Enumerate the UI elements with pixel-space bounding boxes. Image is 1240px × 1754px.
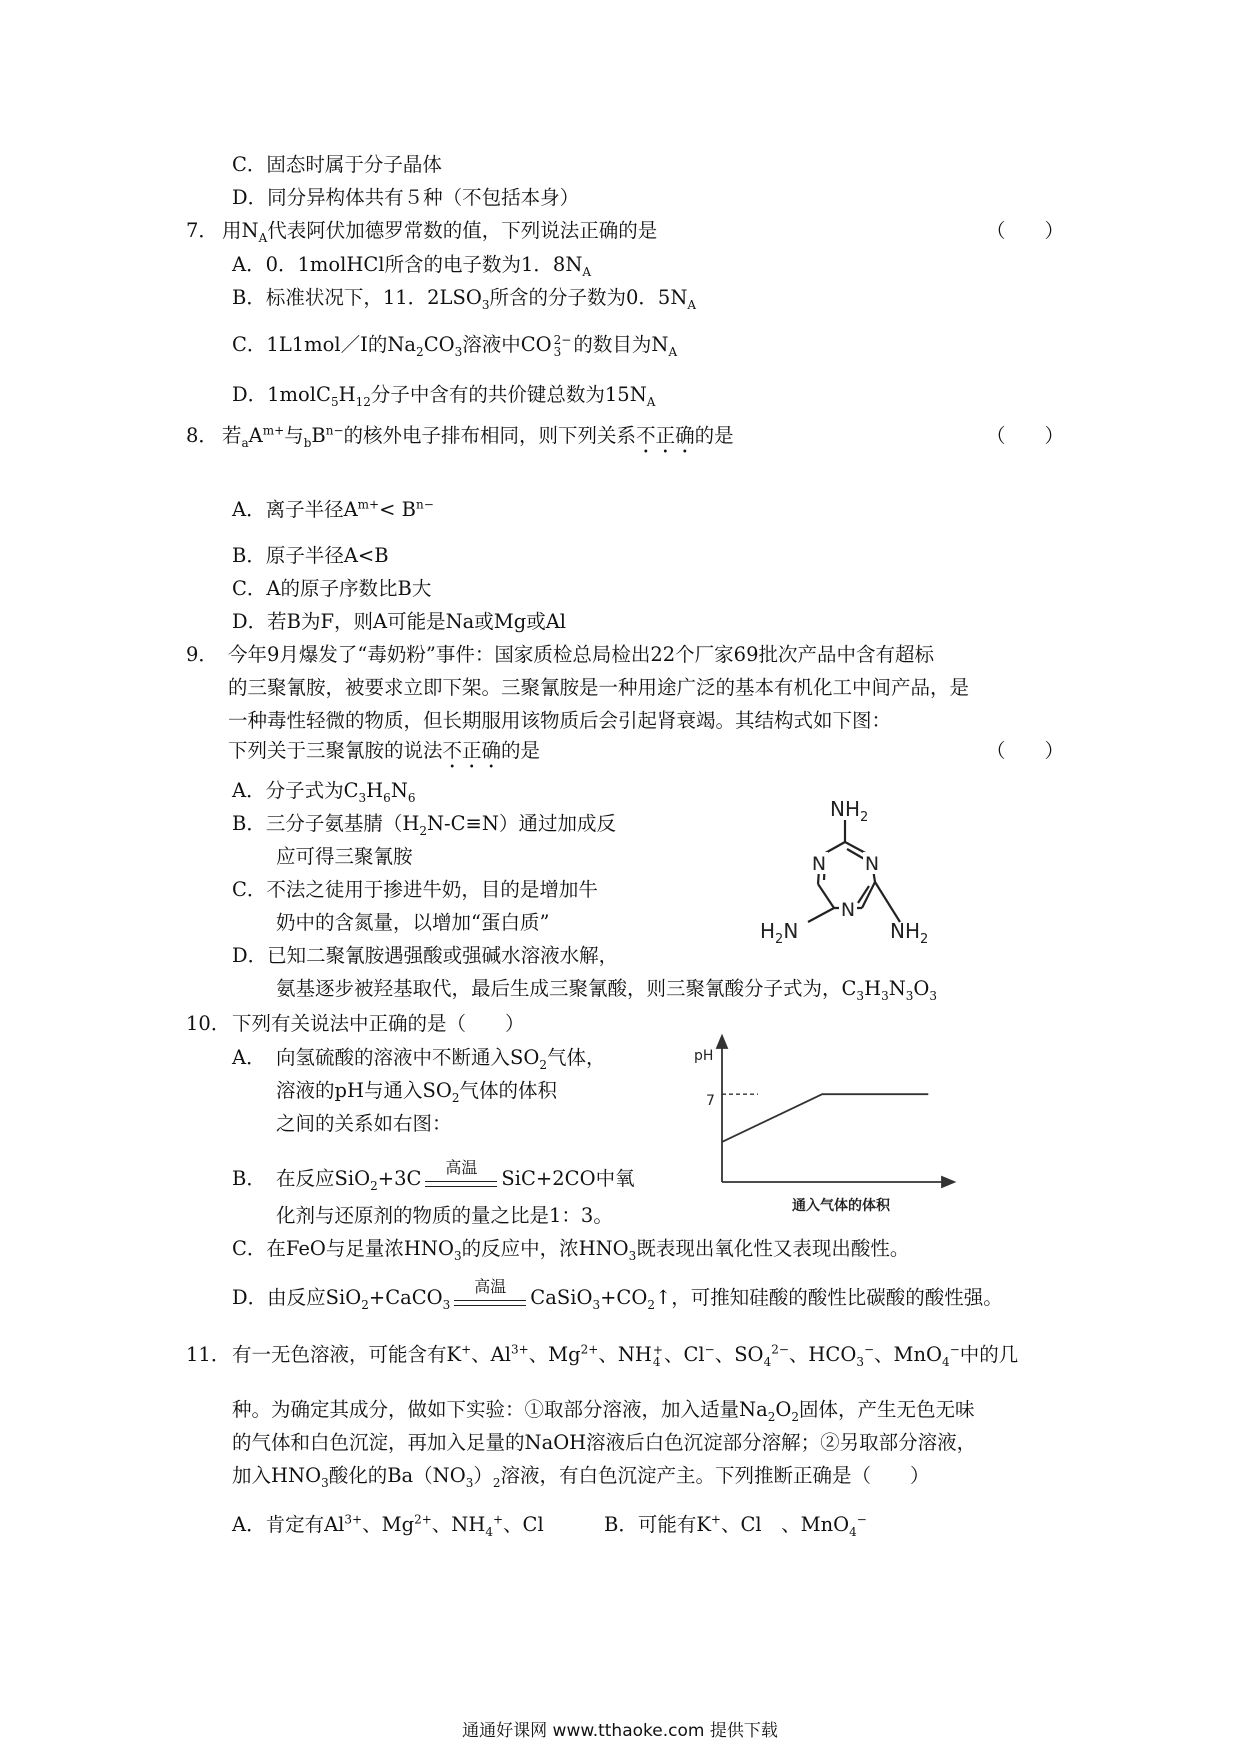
q10-option-a-line-2: 溶液的pH与通入$SO_2$气体的体积 xyxy=(276,1079,557,1105)
q8-number: 8． xyxy=(186,424,218,447)
reaction-condition-high-temp: 高温 xyxy=(423,1169,499,1191)
x-axis-arrow xyxy=(942,1177,954,1187)
q7-answer-paren: （ ） xyxy=(986,219,1065,242)
q10-option-b-letter: B． xyxy=(232,1167,266,1190)
ph-vs-gas-volume-chart xyxy=(680,1030,970,1220)
ring-nitrogen-1: N xyxy=(864,853,880,875)
q8-option-b: B．原子半径A<B xyxy=(232,544,389,567)
y-axis-label: pH xyxy=(694,1048,714,1064)
q11-option-a: A．肯定有$Al^{3+}$、$Mg^{2+}$、$NH_4^+$、Cl xyxy=(232,1512,544,1539)
q11-line-3: 的气体和白色沉淀，再加入足量的NaOH溶液后白色沉淀部分溶解；②另取部分溶液， xyxy=(232,1431,977,1454)
q11-line-4: 加入$HNO_3$酸化的$Ba(NO_3)_2$溶液，有白色沉淀产主。下列推断正确是（ ） xyxy=(232,1464,930,1490)
q10-option-c: C．在FeO与足量浓$HNO_3$的反应中，浓$HNO_3$既表现出氧化性又表现出酸性。 xyxy=(232,1237,910,1263)
q11-line-2: 种。为确定其成分，做如下实验：①取部分溶液，加入适量$Na_2O_2$固体，产生无色无味 xyxy=(232,1398,975,1424)
q6-option-c: C．固态时属于分子晶体 xyxy=(232,153,442,176)
q7-option-d: D．$1molC_5H_{12}$分子中含有的共价键总数为$15N_A$ xyxy=(232,383,656,409)
q8-option-d: D．若B为F，则A可能是Na或Mg或Al xyxy=(232,610,567,633)
amino-group-left: $H_2N$ xyxy=(760,919,799,947)
q11-number: 11． xyxy=(186,1343,231,1366)
ring-nitrogen-3: N xyxy=(840,899,856,921)
y-tick-label-7: 7 xyxy=(706,1093,715,1109)
q8-answer-paren: （ ） xyxy=(986,424,1065,447)
q7-option-c: C．1L1mol／I的$Na_2CO_3$溶液中CO 2− 3 的数目为$N_A$ xyxy=(232,332,678,359)
q10-option-a-line-1: 向氢硫酸的溶液中不断通入$SO_2$气体， xyxy=(276,1046,606,1072)
q9-line-3: 一种毒性轻微的物质，但长期服用该物质后会引起肾衰竭。其结构式如下图： xyxy=(228,709,892,732)
q9-line-2: 的三聚氰胺，被要求立即下架。三聚氰胺是一种用途广泛的基本有机化工中间产品，是 xyxy=(228,676,970,699)
amino-group-top: $NH_2$ xyxy=(830,797,869,825)
q10-option-b-line-1: 在反应SiO$_2$+3C 高温 SiC+2CO中氧 xyxy=(276,1157,635,1193)
q10-option-d: D．由反应SiO$_2$+CaCO$_3$ 高温 $CaSiO_3+CO_2↑$，可推知硅酸的酸性比碳酸的酸性强。 xyxy=(232,1276,1003,1312)
q10-stem: 下列有关说法中正确的是（ ） xyxy=(232,1012,525,1035)
q7-number: 7． xyxy=(186,219,218,242)
q9-option-a: A．分子式为$C_3H_6N_6$ xyxy=(232,779,416,805)
q7-stem: 用$N_A$代表阿伏加德罗常数的值，下列说法正确的是 xyxy=(222,219,658,245)
q7-option-a: A．0．1molHCl所含的电子数为1．$8N_A$ xyxy=(232,253,592,279)
q9-option-d-line-2: 氨基逐步被羟基取代，最后生成三聚氰酸，则三聚氰酸分子式为，$C_3H_3N_3O_3$ xyxy=(276,977,938,1003)
q8-option-a: A．离子半径$A^{m+}< B^{n-}$ xyxy=(232,497,434,521)
q10-number: 10． xyxy=(186,1012,231,1035)
q9-number: 9． xyxy=(186,643,218,666)
q6-option-d: D．同分异构体共有５种（不包括本身） xyxy=(232,186,580,209)
q10-option-a-line-3: 之间的关系如右图： xyxy=(276,1112,452,1135)
ph-series-line xyxy=(722,1094,928,1142)
q9-option-c-line-1: C．不法之徒用于掺进牛奶，目的是增加牛 xyxy=(232,878,598,901)
q7-option-b: B．标准状况下，11．$2LSO_3$所含的分子数为0．$5N_A$ xyxy=(232,286,697,312)
q8-stem: 若$_aA^{m+}$与$_bB^{n-}$的核外电子排布相同，则下列关系不正确的是 xyxy=(222,423,734,450)
x-axis-label: 通入气体的体积 xyxy=(792,1198,890,1214)
page-footer: 通通好课网 www.tthaoke.com 提供下载 xyxy=(462,1721,778,1741)
q9-line-4: 下列关于三聚氰胺的说法不正确的是 xyxy=(228,739,541,762)
q11-line-1: 有一无色溶液，可能含有K+、$Al^{3+}$、$Mg^{2+}$、NH + 4 、Cl−、$SO_4^{2-}$、$HCO_3^-$、MnO$_4$−中的几 xyxy=(232,1342,1019,1369)
ring-nitrogen-2: N xyxy=(811,853,827,875)
q8-option-c: C．A的原子序数比B大 xyxy=(232,577,432,600)
q9-option-d-line-1: D．已知二聚氰胺遇强酸或强碱水溶液水解， xyxy=(232,944,619,967)
reaction-condition-high-temp-2: 高温 xyxy=(452,1288,528,1310)
q9-option-b-line-1: B．三分子氨基腈$(H_2N-C\equiv N)$通过加成反 xyxy=(232,812,616,838)
q11-option-b: B．可能有K+、Cl 、MnO$_4$− xyxy=(604,1512,867,1539)
q10-option-b-line-2: 化剂与还原剂的物质的量之比是1：3。 xyxy=(276,1204,613,1227)
q9-option-c-line-2: 奶中的含氮量，以增加“蛋白质” xyxy=(276,911,550,934)
amino-group-right: $NH_2$ xyxy=(890,919,929,947)
melamine-structure-diagram xyxy=(730,790,960,960)
q9-option-b-line-2: 应可得三聚氰胺 xyxy=(276,845,413,868)
q9-line-1: 今年9月爆发了“毒奶粉”事件：国家质检总局检出22个厂家69批次产品中含有超标 xyxy=(228,643,934,666)
q10-option-a-letter: A． xyxy=(232,1046,266,1069)
y-axis-arrow xyxy=(717,1036,727,1048)
q9-answer-paren: （ ） xyxy=(986,739,1065,762)
